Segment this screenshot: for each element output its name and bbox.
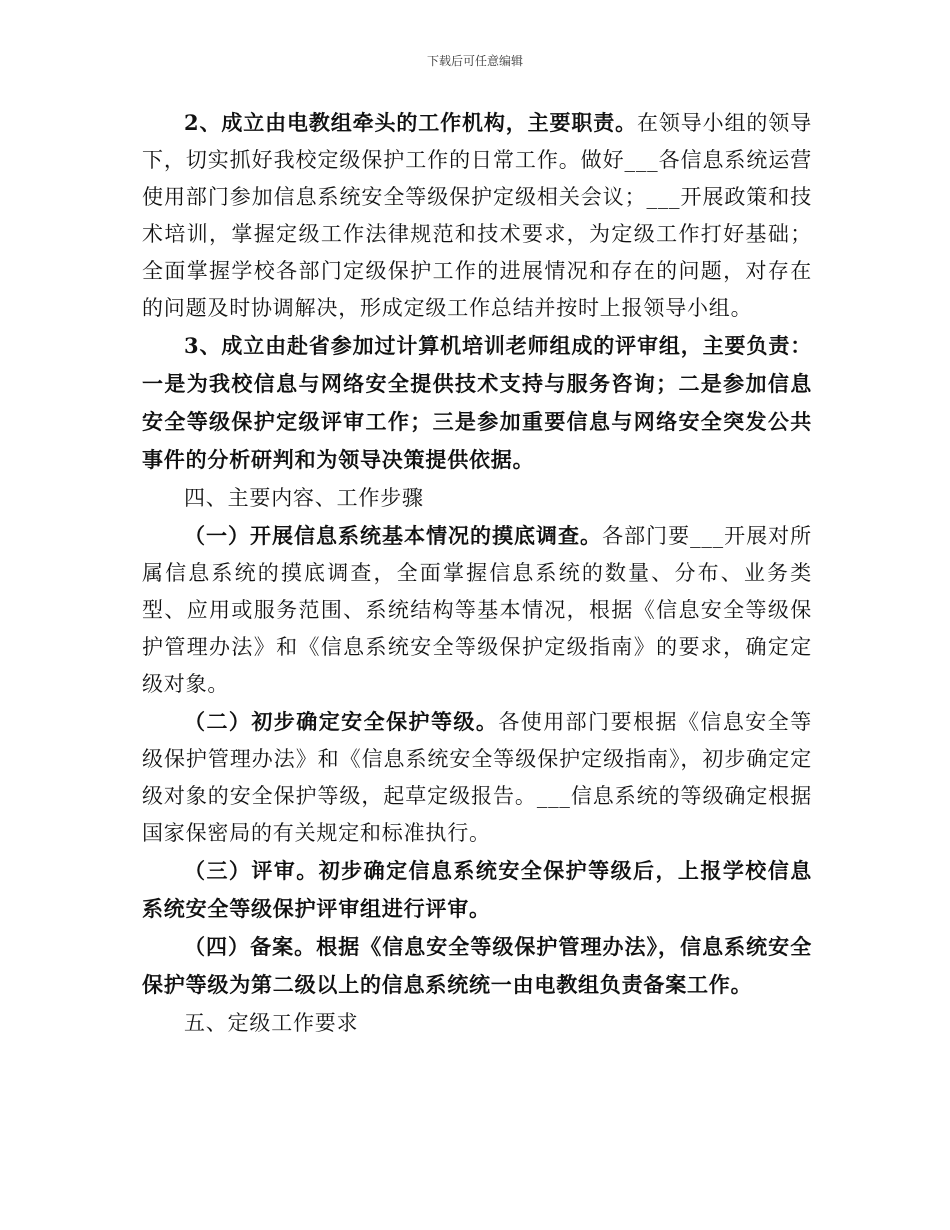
section-heading-main-content <box>142 479 812 517</box>
paragraph-lead: （二）初步确定安全保护等级。 <box>184 709 499 734</box>
paragraph-lead: 2、成立由电教组牵头的工作机构，主要职责。 <box>184 110 638 135</box>
paragraph-text: 各使用部门要根据《信息安全等级保护管理办法》和《信息系统安全等级保护定级指南》，初步确定定级对象的安全保护等级，起草定级报告。___信息系统的等级确定根据国家保密局的有关规定和标准执行。 <box>142 710 812 845</box>
document-body <box>142 104 812 1042</box>
paragraph-survey <box>142 517 812 703</box>
paragraph-lead: 3、成立由赴省参加过计算机培训老师组成的评审组，主要负责：一是为我校信息与网络安全提供技术支持与服务咨询；二是参加信息安全等级保护定级评审工作；三是参加重要信息与网络安全突发公共事件的分析研判和为领导决策提供依据。 <box>142 333 812 472</box>
paragraph-lead: （三）评审。初步确定信息系统安全保护等级后，上报学校信息系统安全等级保护评审组进行评审。 <box>142 858 812 921</box>
section-heading-text: 五、定级工作要求 <box>184 1011 359 1035</box>
section-heading-text: 四、主要内容、工作步骤 <box>184 486 424 510</box>
section-heading-requirements <box>142 1004 812 1042</box>
paragraph-text: 各部门要___开展对所属信息系统的摸底调查，全面掌握信息系统的数量、分布、业务类型、应用或服务范围、系统结构等基本情况，根据《信息安全等级保护管理办法》和《信息系统安全等级保护定级指南》的要求，确定定级对象。 <box>142 524 812 696</box>
paragraph-filing <box>142 928 812 1004</box>
paragraph-review-group <box>142 327 812 479</box>
paragraph-work-agency <box>142 104 812 327</box>
paragraph-lead: （一）开展信息系统基本情况的摸底调查。 <box>184 523 603 548</box>
page-header: 下载后可任意编辑 <box>426 54 523 68</box>
paragraph-initial-level <box>142 703 812 852</box>
paragraph-lead: （四）备案。根据《信息安全等级保护管理办法》，信息系统安全保护等级为第二级以上的信息系统统一由电教组负责备案工作。 <box>142 934 812 997</box>
paragraph-text: 在领导小组的领导下，切实抓好我校定级保护工作的日常工作。做好___各信息系统运营使用部门参加信息系统安全等级保护定级相关会议；___开展政策和技术培训，掌握定级工作法律规范和技术要求，为定级工作打好基础；全面掌握学校各部门定级保护工作的进展情况和存在的问题，对存在的问题及时协调解决，形成定级工作总结并按时上报领导小组。 <box>142 111 812 320</box>
paragraph-review <box>142 852 812 928</box>
